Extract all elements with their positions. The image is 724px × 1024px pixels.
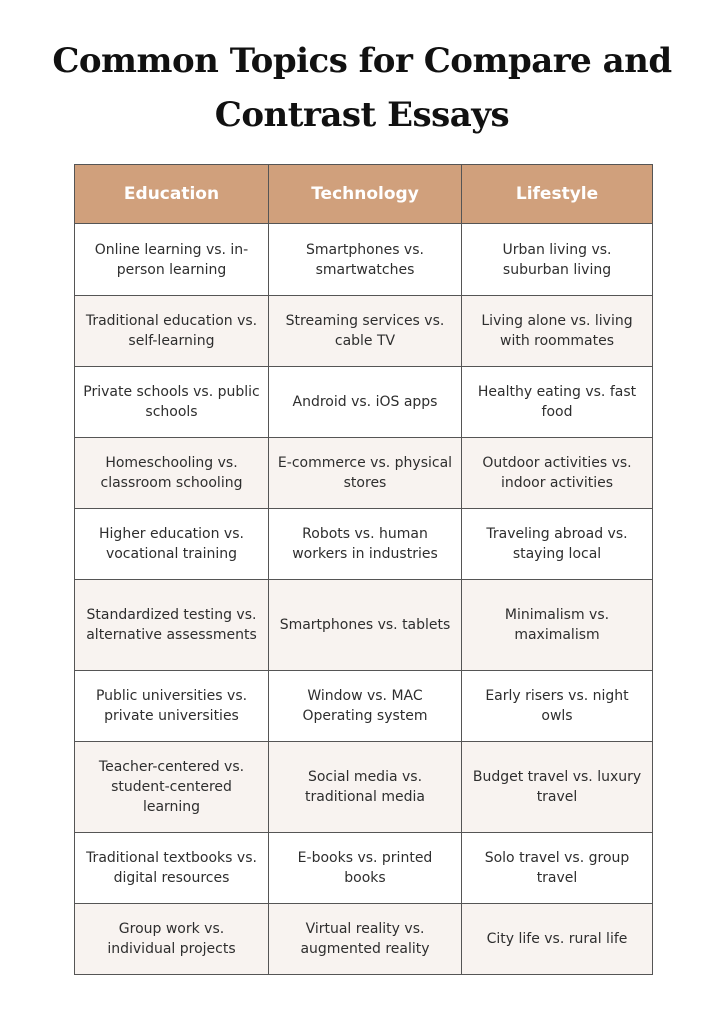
table-cell-education: Private schools vs. public schools bbox=[75, 367, 269, 438]
table-cell-education: Online learning vs. in-person learning bbox=[75, 224, 269, 296]
topics-table bbox=[74, 164, 653, 975]
table-cell-lifestyle: Early risers vs. night owls bbox=[462, 671, 653, 742]
table-row bbox=[75, 671, 653, 742]
table-cell-lifestyle: Healthy eating vs. fast food bbox=[462, 367, 653, 438]
table-cell-technology: Smartphones vs. tablets bbox=[269, 580, 462, 671]
table-row bbox=[75, 367, 653, 438]
table-row bbox=[75, 833, 653, 904]
table-cell-education: Group work vs. individual projects bbox=[75, 904, 269, 975]
table-cell-lifestyle: Traveling abroad vs. staying local bbox=[462, 509, 653, 580]
column-header-education: Education bbox=[75, 165, 269, 224]
table-cell-education: Public universities vs. private universities bbox=[75, 671, 269, 742]
table-cell-education: Standardized testing vs. alternative assessments bbox=[75, 580, 269, 671]
table-row bbox=[75, 904, 653, 975]
table-cell-technology: E-commerce vs. physical stores bbox=[269, 438, 462, 509]
table-cell-lifestyle: Minimalism vs. maximalism bbox=[462, 580, 653, 671]
table-cell-lifestyle: City life vs. rural life bbox=[462, 904, 653, 975]
table-cell-lifestyle: Outdoor activities vs. indoor activities bbox=[462, 438, 653, 509]
table-cell-technology: Android vs. iOS apps bbox=[269, 367, 462, 438]
column-header-lifestyle: Lifestyle bbox=[462, 165, 653, 224]
title-line-1: Common Topics for Compare and bbox=[52, 41, 672, 81]
table-cell-education: Higher education vs. vocational training bbox=[75, 509, 269, 580]
table-row bbox=[75, 224, 653, 296]
title-line-2: Contrast Essays bbox=[214, 95, 510, 135]
table-cell-technology: Social media vs. traditional media bbox=[269, 742, 462, 833]
table-row bbox=[75, 296, 653, 367]
table-row bbox=[75, 742, 653, 833]
table-cell-technology: Robots vs. human workers in industries bbox=[269, 509, 462, 580]
table-cell-technology: Smartphones vs. smartwatches bbox=[269, 224, 462, 296]
table-cell-education: Traditional textbooks vs. digital resources bbox=[75, 833, 269, 904]
header-row bbox=[75, 165, 653, 224]
table-cell-lifestyle: Budget travel vs. luxury travel bbox=[462, 742, 653, 833]
column-header-technology: Technology bbox=[269, 165, 462, 224]
table-cell-education: Teacher-centered vs. student-centered learning bbox=[75, 742, 269, 833]
table-row bbox=[75, 580, 653, 671]
table-cell-technology: E-books vs. printed books bbox=[269, 833, 462, 904]
table-cell-technology: Virtual reality vs. augmented reality bbox=[269, 904, 462, 975]
table-row bbox=[75, 438, 653, 509]
table-cell-education: Traditional education vs. self-learning bbox=[75, 296, 269, 367]
table-cell-technology: Streaming services vs. cable TV bbox=[269, 296, 462, 367]
table-cell-education: Homeschooling vs. classroom schooling bbox=[75, 438, 269, 509]
table-cell-lifestyle: Urban living vs. suburban living bbox=[462, 224, 653, 296]
table-cell-lifestyle: Living alone vs. living with roommates bbox=[462, 296, 653, 367]
table-cell-technology: Window vs. MAC Operating system bbox=[269, 671, 462, 742]
table-row bbox=[75, 509, 653, 580]
table-cell-lifestyle: Solo travel vs. group travel bbox=[462, 833, 653, 904]
page-title bbox=[0, 34, 724, 142]
